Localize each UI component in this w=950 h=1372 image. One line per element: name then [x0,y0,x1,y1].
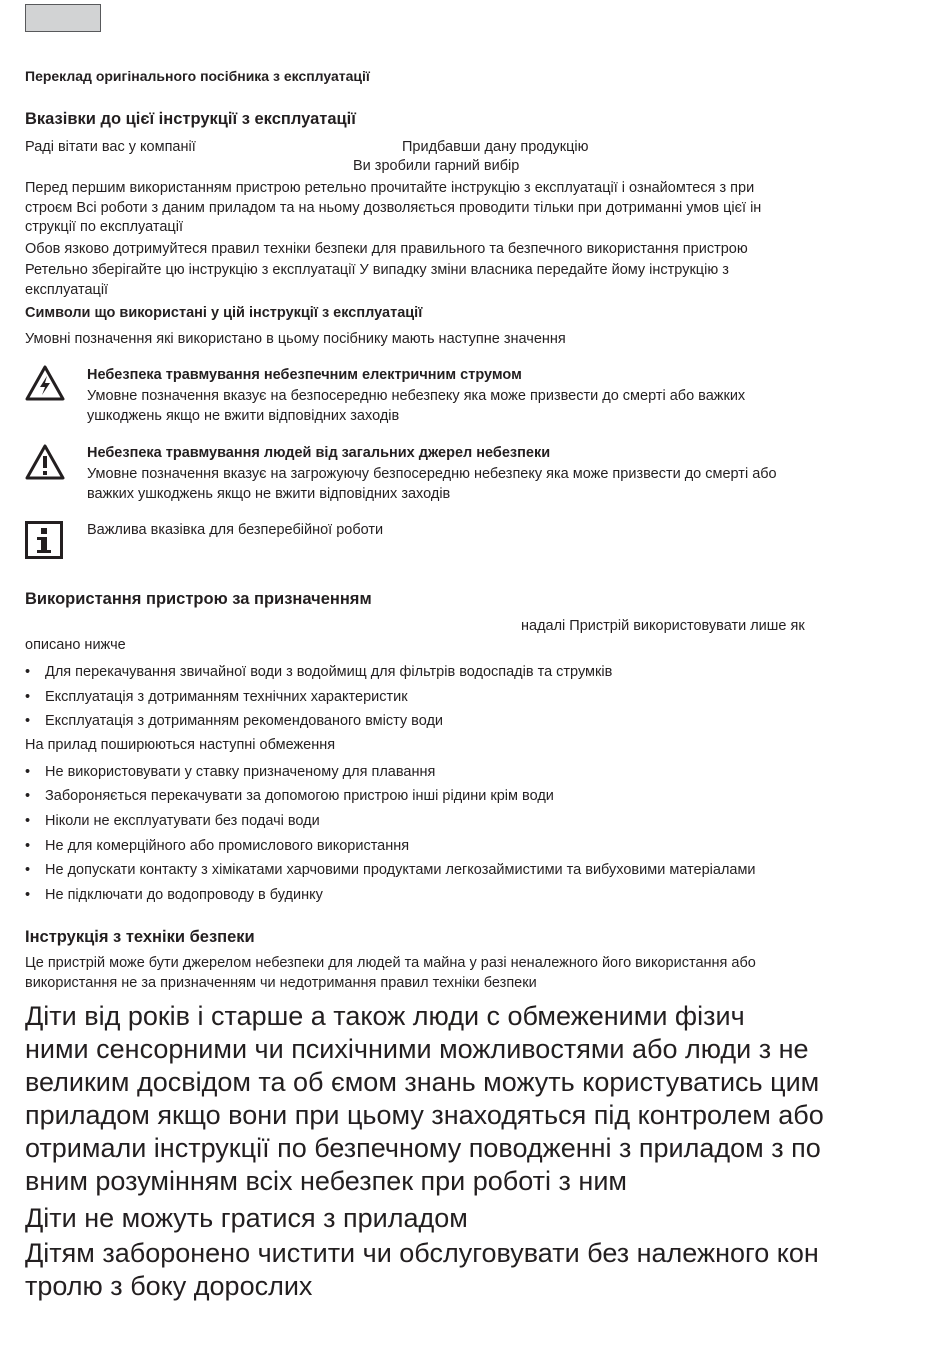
symbols-intro: Умовні позначення які використано в цьому посібнику мають наступне значення [25,331,566,347]
list-item: • Експлуатація з дотриманням рекомендованого вмісту води [45,713,443,729]
notes-paragraph-line: Обов язково дотримуйтеся правил техніки безпеки для правильного та безпечного використання пристрою [25,241,748,257]
safety-heading: Інструкція з техніки безпеки [25,928,255,946]
safety-large-line: приладом якщо вони при цьому знаходяться під контролем або [25,1100,824,1130]
notes-paragraph-line: експлуатації [25,282,109,298]
usage-heading: Використання пристрою за призначенням [25,590,372,608]
symbol-description-line: Важлива вказівка для безперебійної роботи [87,522,384,538]
symbols-heading: Символи що використані у цій інструкції з експлуатації [25,305,423,321]
usage-text: описано нижче [25,637,126,653]
safety-large-line: ними сенсорними чи психічними можливостями або люди з не [25,1034,809,1064]
symbol-description-line: важких ушкоджень якщо не вжити відповідних заходів [87,486,451,502]
symbol-title: Небезпека травмування небезпечним електричним струмом [87,367,522,383]
list-item: • Забороняється перекачувати за допомогою пристрою інші рідини крім води [45,788,554,804]
symbol-title: Небезпека травмування людей від загальних джерел небезпеки [87,445,551,461]
language-tab [25,4,101,32]
safety-large-line: Діти від років і старше а також люди с обмеженими фізич [25,1001,745,1031]
choice-text: Ви зробили гарний вибір [353,158,520,174]
safety-large-line: великим досвідом та об ємом знань можуть користуватись цим [25,1067,820,1097]
notes-heading: Вказівки до цієї інструкції з експлуатації [25,110,356,128]
safety-large-line: Дітям заборонено чистити чи обслуговувати без належного кон [25,1238,819,1268]
general-hazard-icon [25,444,65,480]
safety-large-line: отримали інструкції по безпечному поводженні з приладом з по [25,1133,821,1163]
list-item: • Не допускати контакту з хімікатами харчовими продуктами легкозаймистими та вибуховими матеріалами [45,862,756,878]
list-item: • Експлуатація з дотриманням технічних характеристик [45,689,408,705]
notes-paragraph-line: струкції по експлуатації [25,219,183,235]
notes-paragraph-line: Перед першим використанням пристрою ретельно прочитайте інструкцію з експлуатації і ознайомтеся з при [25,180,755,196]
list-item: • Ніколи не експлуатувати без подачі води [45,813,320,829]
safety-intro-line: Це пристрій може бути джерелом небезпеки для людей та майна у разі неналежного його використання або [25,955,756,971]
list-item: • Не для комерційного або промислового використання [45,838,409,854]
welcome-text: Раді вітати вас у компанії [25,139,196,155]
notes-paragraph-line: Ретельно зберігайте цю інструкцію з експлуатації У випадку зміни власника передайте йому інструкцію з [25,262,729,278]
purchase-text: Придбавши дану продукцію [402,139,589,155]
document-subtitle: Переклад оригінального посібника з експлуатації [25,68,370,84]
safety-large-line: вним розумінням всіх небезпек при роботі з ним [25,1166,627,1196]
safety-intro-line: використання не за призначенням чи недотримання правил техніки безпеки [25,975,537,991]
usage-text: надалі Пристрій використовувати лише як [521,618,805,634]
symbol-description-line: Умовне позначення вказує на безпосередню небезпеку яка може призвести до смерті або важких [87,388,746,404]
notes-paragraph-line: строєм Всі роботи з даним приладом та на ньому дозволяється проводити тільки при дотриманні умов цієї ін [25,200,762,216]
symbol-description-line: ушкоджень якщо не вжити відповідних заходів [87,408,400,424]
safety-large-line: Діти не можуть гратися з приладом [25,1203,468,1233]
list-item: • Не підключати до водопроводу в будинку [45,887,323,903]
symbol-description-line: Умовне позначення вказує на загрожуючу безпосередню небезпеку яка може призвести до смерті або [87,466,777,482]
safety-large-line: тролю з боку дорослих [25,1271,313,1301]
list-item: • Для перекачування звичайної води з водоймищ для фільтрів водоспадів та струмків [45,664,612,680]
electric-hazard-icon [25,365,65,401]
restrictions-intro: На прилад поширюються наступні обмеження [25,737,336,753]
info-icon [25,521,63,559]
list-item: • Не використовувати у ставку призначеному для плавання [45,764,435,780]
